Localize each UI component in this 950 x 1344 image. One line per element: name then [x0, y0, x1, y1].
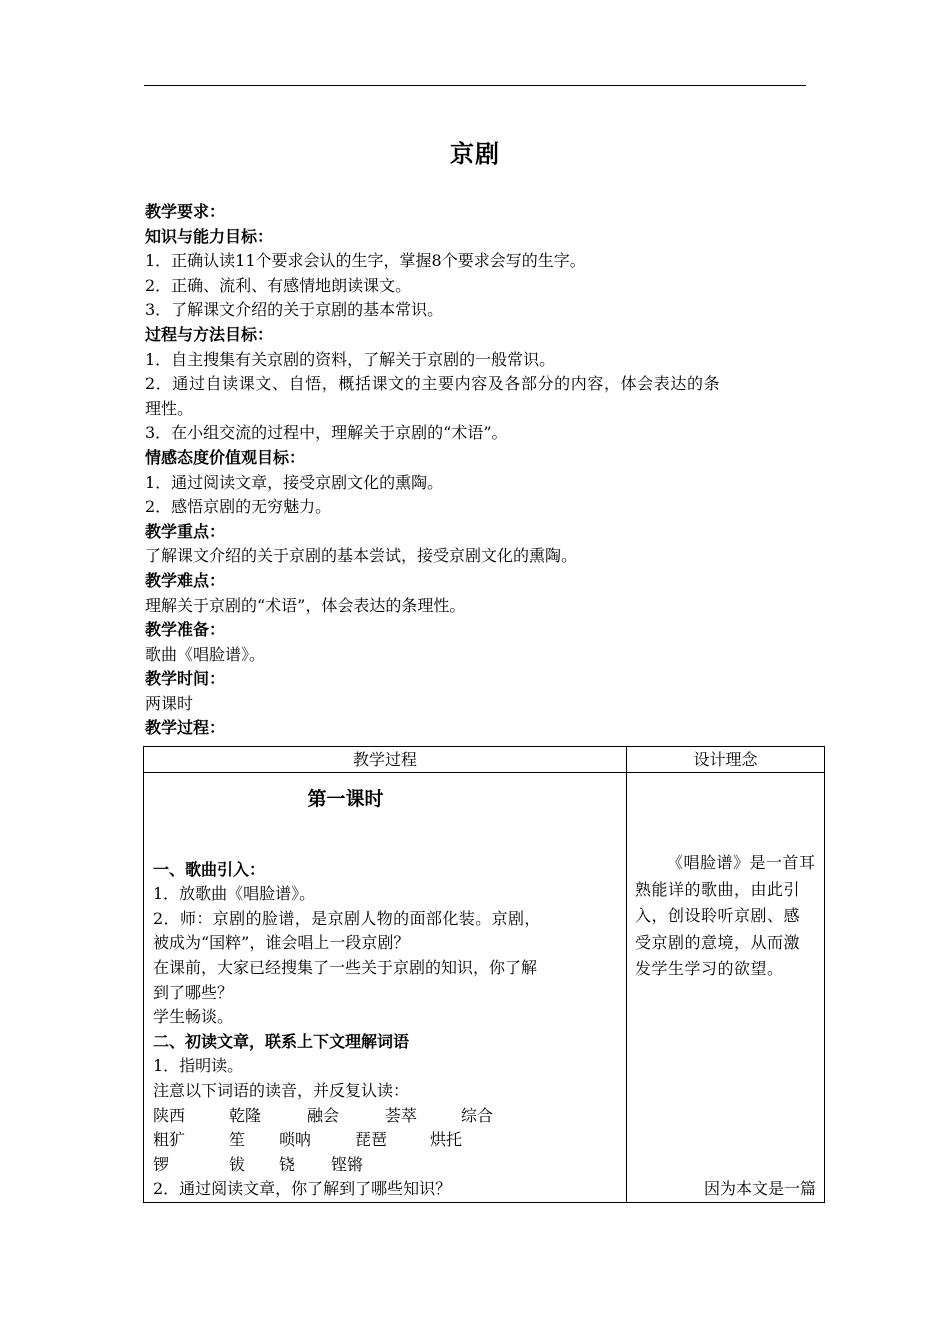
column-header-rationale: 设计理念 [627, 747, 825, 773]
process-line: 2．师：京剧的脸谱，是京剧人物的面部化装。京剧， [153, 908, 541, 928]
process-line: 一、歌曲引入： [153, 859, 266, 879]
process-line: 注意以下词语的读音，并反复认读： [153, 1080, 410, 1100]
body-line: 3．了解课文介绍的关于京剧的基本常识。 [145, 300, 444, 320]
body-line: 1．正确认读11个要求会认的生字，掌握8个要求会写的生字。 [145, 251, 586, 271]
process-line: 1．放歌曲《唱脸谱》。 [153, 884, 316, 904]
section-heading: 教学重点： [145, 521, 226, 541]
body-line: 1．通过阅读文章，接受京剧文化的熏陶。 [145, 472, 444, 492]
section-heading: 过程与方法目标： [145, 324, 274, 344]
vocab-word: 融会 [307, 1105, 340, 1125]
vocab-word: 唢呐 [279, 1130, 312, 1150]
document-body [145, 200, 815, 741]
rationale-text: 《唱脸谱》是一首耳熟能详的歌曲，由此引入，创设聆听京剧、感受京剧的意境，从而激发学生学习的欲望。 [635, 853, 816, 978]
process-line: 1．指明读。 [153, 1056, 244, 1076]
vocab-word: 烘托 [430, 1130, 463, 1150]
process-line: 在课前，大家已经搜集了一些关于京剧的知识，你了解 [153, 957, 538, 977]
body-line: 2．通过自读课文、自悟，概括课文的主要内容及各部分的内容，体会表达的条 [145, 374, 721, 394]
vocab-word: 陕西 [153, 1105, 186, 1125]
body-line: 了解课文介绍的关于京剧的基本尝试，接受京剧文化的熏陶。 [145, 546, 578, 566]
vocab-word: 综合 [461, 1105, 494, 1125]
section-heading: 教学过程： [145, 718, 226, 738]
lesson-title: 第一课时 [307, 788, 384, 810]
vocab-word: 琵琶 [355, 1130, 388, 1150]
section-heading: 教学要求： [145, 202, 226, 221]
vocab-word: 铿锵 [331, 1154, 364, 1174]
body-line: 歌曲《唱脸谱》。 [145, 644, 266, 664]
body-line: 理解关于京剧的“术语”，体会表达的条理性。 [145, 595, 466, 615]
body-line: 2．感悟京剧的无穷魅力。 [145, 497, 332, 517]
vocab-word: 钹 [229, 1154, 246, 1174]
word-row [153, 1128, 618, 1153]
process-cell [144, 773, 627, 1203]
body-line: 3．在小组交流的过程中，理解关于京剧的“术语”。 [145, 423, 508, 443]
section-heading: 教学准备： [145, 620, 226, 640]
vocab-word: 乾隆 [229, 1105, 262, 1125]
header-rule [144, 85, 806, 86]
document-title: 京剧 [450, 140, 500, 168]
word-row [153, 1153, 618, 1178]
body-line: 理性。 [145, 398, 194, 418]
body-line: 两课时 [145, 693, 194, 713]
column-header-process: 教学过程 [144, 747, 627, 773]
vocab-word: 笙 [229, 1130, 246, 1150]
process-line: 2．通过阅读文章，你了解到了哪些知识？ [153, 1179, 452, 1199]
rationale-text-continued: 因为本文是一篇 [703, 1179, 816, 1199]
process-line: 学生畅谈。 [153, 1007, 234, 1027]
rationale-cell [627, 773, 825, 1203]
section-heading: 教学难点： [145, 570, 226, 590]
section-heading: 教学时间： [145, 669, 226, 689]
table-header-row [144, 747, 825, 773]
vocab-word: 粗犷 [153, 1130, 186, 1150]
process-line: 被成为“国粹”，谁会唱上一段京剧？ [153, 933, 410, 953]
body-line: 2．正确、流利、有感情地朗读课文。 [145, 275, 412, 295]
process-line: 二、初读文章，联系上下文理解词语 [153, 1031, 410, 1051]
section-heading: 知识与能力目标： [145, 226, 274, 246]
section-heading: 情感态度价值观目标： [145, 447, 306, 467]
vocab-word: 锣 [153, 1154, 170, 1174]
table-row [144, 773, 825, 1203]
process-line: 到了哪些？ [153, 982, 234, 1002]
process-table [143, 746, 825, 1203]
vocab-word: 铙 [279, 1154, 296, 1174]
word-row [153, 1104, 618, 1129]
vocab-word: 荟萃 [385, 1105, 418, 1125]
body-line: 1．自主搜集有关京剧的资料，了解关于京剧的一般常识。 [145, 349, 556, 369]
